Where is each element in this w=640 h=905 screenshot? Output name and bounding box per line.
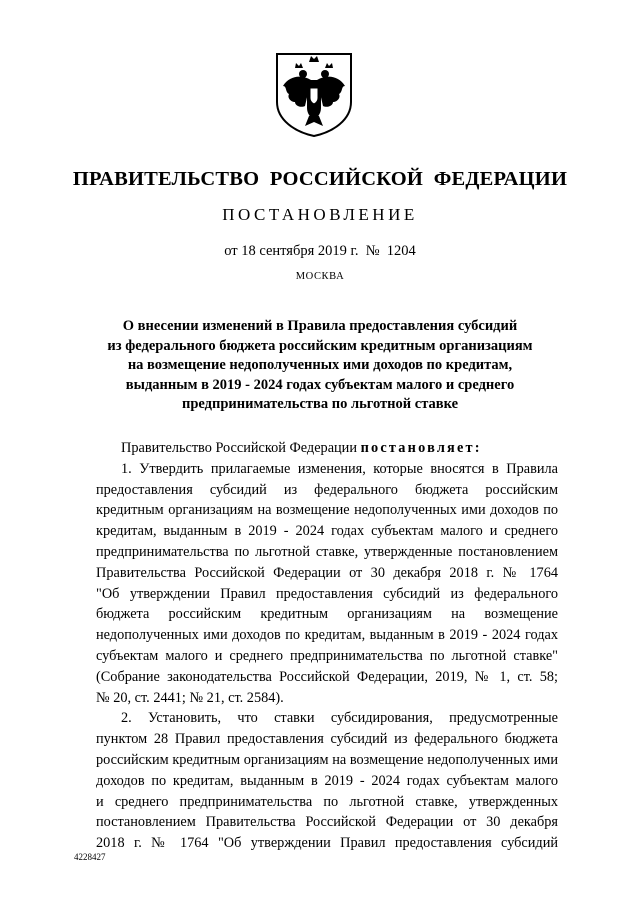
- title-line: предпринимательства по льготной ставке: [181, 396, 459, 412]
- body-line: "Об утверждении Правил предоставления субсидий из федерального: [96, 585, 558, 602]
- body-line: № 20, ст. 2441; № 21, ст. 2584).: [96, 689, 284, 706]
- body-line: постановлением Правительства Российской Федерации от 30 декабря: [96, 814, 558, 831]
- title-line: выданным в 2019 - 2024 годах субъектам малого и среднего: [125, 376, 515, 393]
- body-line: предпринимательства по льготной ставке, утвержденные постановлением: [96, 543, 558, 560]
- body-line: (Собрание законодательства Российской Федерации, 2019, № 1, ст. 58;: [96, 668, 558, 685]
- coat-of-arms-icon: [273, 50, 355, 138]
- document-body: [96, 438, 558, 854]
- body-line: недополученных ими доходов по кредитам, выданным в 2019 - 2024 годах: [96, 627, 558, 644]
- body-line: 2. Установить, что ставки субсидирования, предусмотренные: [121, 710, 558, 727]
- intro-spaced-word: постановляет:: [360, 440, 482, 456]
- body-line: субъектам малого и среднего предпринимательства по льготной ставке": [96, 647, 558, 664]
- body-line: 2018 г. № 1764 "Об утверждении Правил предоставления субсидий: [96, 835, 558, 852]
- document-title: [0, 317, 640, 415]
- title-line: из федерального бюджета российским кредитным организациям: [107, 337, 533, 354]
- document-type: ПОСТАНОВЛЕНИЕ: [222, 205, 418, 224]
- intro-text: Правительство Российской Федерации: [121, 440, 361, 456]
- body-line: кредитам, выданным в 2019 - 2024 годах субъектам малого и среднего: [96, 523, 558, 540]
- body-line: 1. Утвердить прилагаемые изменения, которые вносятся в Правила: [121, 460, 558, 477]
- city: МОСКВА: [295, 271, 345, 282]
- intro-line: [96, 438, 558, 459]
- body-line: предоставления субсидий из федерального бюджета российским: [96, 481, 558, 498]
- title-line: О внесении изменений в Правила предоставления субсидий: [122, 318, 518, 334]
- body-line: пунктом 28 Правил предоставления субсидий из федерального бюджета: [96, 731, 558, 748]
- government-name: ПРАВИТЕЛЬСТВО РОССИЙСКОЙ ФЕДЕРАЦИИ: [72, 168, 568, 190]
- body-line: Правительства Российской Федерации от 30 декабря 2018 г. № 1764: [96, 564, 558, 581]
- body-line: российским кредитным организациям на возмещение недополученных ими: [96, 751, 558, 768]
- body-line: доходов по кредитам, выданным в 2019 - 2024 годах субъектам малого: [96, 772, 558, 789]
- date-and-number: от 18 сентября 2019 г. № 1204: [224, 243, 416, 259]
- document-code: 4228427: [74, 852, 106, 862]
- title-line: на возмещение недополученных ими доходов по кредитам,: [127, 357, 513, 373]
- body-line: кредитным организациям на возмещение недополученных ими доходов по: [96, 502, 558, 519]
- body-line: и среднего предпринимательства по льготной ставке, утвержденных: [96, 793, 558, 810]
- body-line: бюджета российским кредитным организациям на возмещение: [96, 606, 558, 623]
